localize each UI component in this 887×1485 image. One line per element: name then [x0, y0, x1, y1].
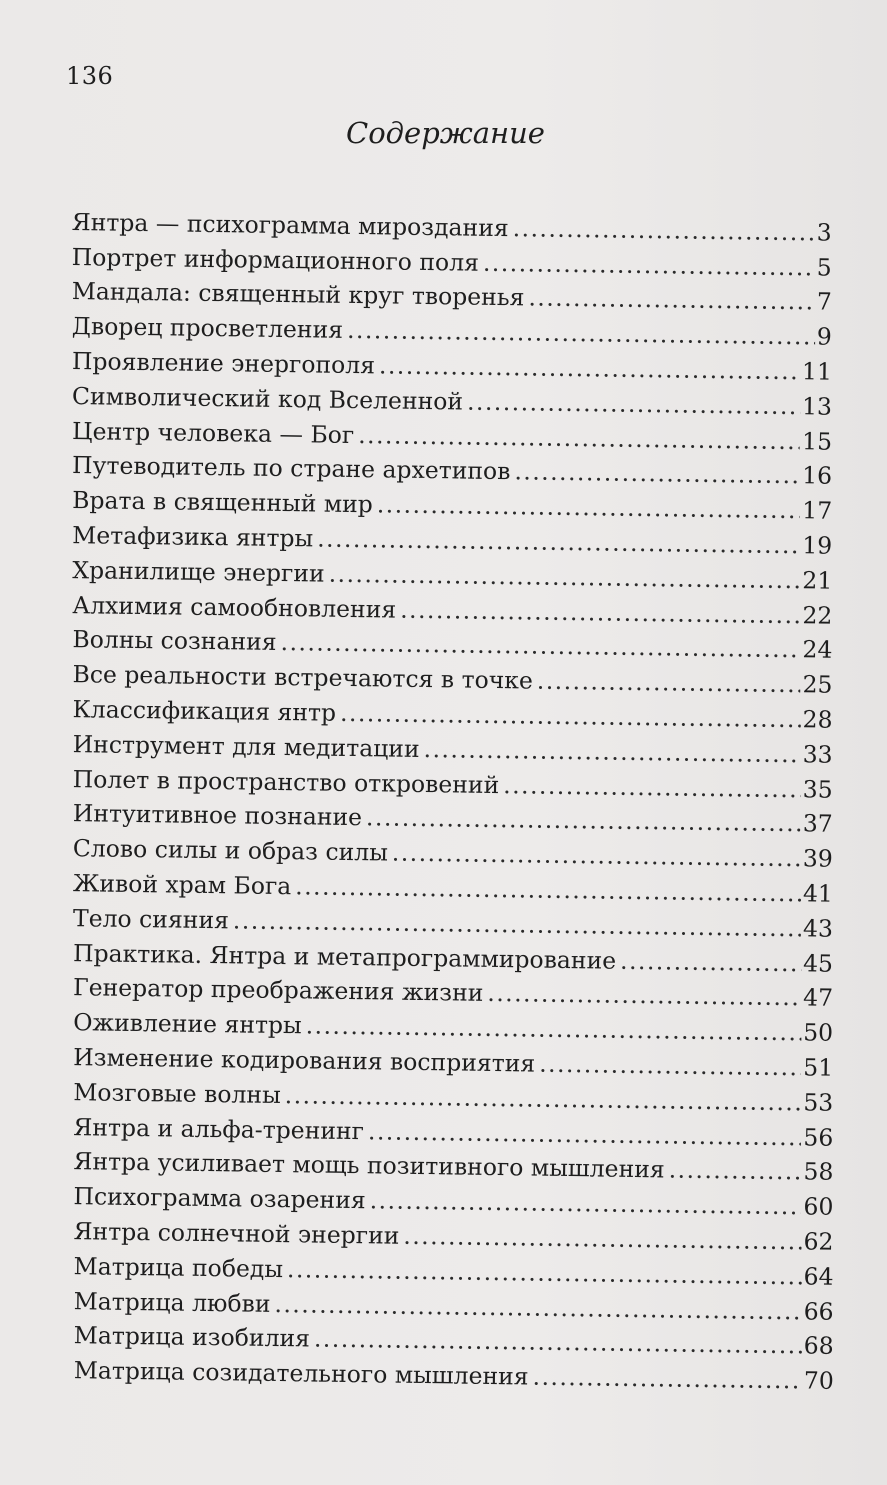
toc-entry-page: 58: [803, 1157, 834, 1187]
toc-entry-page: 64: [803, 1262, 834, 1291]
toc-entry-page: 21: [802, 566, 833, 595]
table-of-contents: [0, 201, 887, 1396]
dot-leader: [487, 978, 801, 1012]
toc-entry-title: Живой храм Бога: [72, 869, 292, 901]
toc-entry-page: 25: [802, 670, 833, 699]
toc-entry-title: Хранилище энергии: [72, 555, 325, 588]
toc-entry-title: Янтра — психограмма мироздания: [71, 207, 509, 242]
toc-entry-title: Янтра солнечной энергии: [73, 1217, 400, 1250]
toc-entry-title: Оживление янтры: [72, 1008, 302, 1040]
toc-entry-title: Генератор преображения жизни: [72, 973, 484, 1008]
toc-entry-page: 15: [801, 426, 833, 456]
toc-entry-page: 24: [802, 635, 833, 665]
toc-entry-page: 3: [816, 218, 832, 247]
dot-leader: [537, 666, 801, 700]
toc-entry-title: Центр человека — Бог: [71, 416, 355, 449]
toc-entry-title: Практика. Янтра и метапрограммирование: [72, 938, 617, 975]
toc-entry-title: Инструмент для медитации: [72, 729, 420, 763]
toc-entry-title: Янтра и альфа-тренинг: [73, 1112, 365, 1145]
dot-leader: [539, 1049, 801, 1083]
dot-leader: [620, 945, 801, 978]
toc-entry-page: 62: [803, 1227, 834, 1256]
toc-entry-title: Интуитивное познание: [72, 799, 363, 832]
toc-entry-title: Дворец просветления: [71, 312, 344, 345]
toc-entry-title: Матрица изобилия: [73, 1321, 311, 1353]
toc-entry-page: 50: [803, 1018, 834, 1047]
toc-entry-title: Мозговые волны: [73, 1077, 281, 1109]
toc-entry-page: 19: [802, 531, 833, 560]
toc-entry-page: 39: [802, 844, 833, 873]
toc-entry-page: 9: [816, 322, 833, 351]
dot-leader: [528, 283, 815, 317]
toc-entry-page: 41: [802, 879, 834, 908]
toc-entry-title: Классификация янтр: [72, 695, 337, 727]
page-title: Содержание: [346, 116, 545, 150]
toc-entry-page: 28: [802, 705, 833, 734]
toc-entry-page: 60: [803, 1192, 834, 1221]
dot-leader: [503, 770, 801, 804]
toc-entry-page: 47: [802, 983, 834, 1013]
toc-entry-title: Алхимия самообновления: [72, 590, 397, 624]
toc-entry-page: 35: [802, 774, 833, 804]
toc-entry-page: 45: [802, 948, 834, 978]
toc-entry-page: 16: [801, 461, 833, 491]
toc-entry-page: 66: [803, 1296, 834, 1326]
toc-entry-title: Метафизика янтры: [72, 521, 314, 553]
toc-entry-page: 7: [816, 287, 832, 317]
toc-entry-page: 11: [801, 357, 833, 386]
toc-entry-page: 56: [803, 1122, 834, 1152]
toc-entry-page: 13: [801, 392, 833, 421]
dot-leader: [532, 1362, 802, 1396]
toc-entry-page: 22: [802, 600, 833, 630]
toc-entry-title: Матрица любви: [73, 1286, 271, 1318]
toc-entry-page: 53: [803, 1088, 834, 1117]
toc-entry-title: Проявление энергополя: [71, 347, 376, 380]
toc-entry-title: Матрица созидательного мышления: [73, 1356, 529, 1391]
page-number: 136: [66, 62, 114, 90]
toc-entry-title: Символический код Вселенной: [71, 381, 464, 416]
dot-leader: [668, 1155, 801, 1187]
toc-entry-page: 5: [816, 253, 832, 282]
toc-entry-title: Тело сияния: [72, 903, 230, 935]
toc-entry-page: 51: [803, 1053, 834, 1082]
toc-entry-page: 37: [802, 809, 833, 839]
dot-leader: [467, 386, 800, 421]
toc-entry-page: 43: [802, 914, 834, 943]
toc-entry-title: Волны сознания: [72, 625, 277, 657]
toc-entry-title: Матрица победы: [73, 1251, 284, 1283]
toc-entry-page: 68: [803, 1331, 834, 1361]
dot-leader: [483, 247, 815, 282]
toc-entry-page: 33: [802, 740, 833, 769]
toc-entry-title: Все реальности встречаются в точке: [72, 660, 534, 695]
toc-entry-title: Янтра усиливает мощь позитивного мышления: [73, 1147, 665, 1184]
toc-entry-title: Путеводитель по стране архетипов: [71, 451, 511, 486]
toc-entry-title: Мандала: священный круг творенья: [71, 277, 525, 312]
toc-entry-title: Портрет информационного поля: [71, 242, 480, 277]
dot-leader: [512, 213, 814, 247]
toc-entry-page: 17: [802, 496, 833, 525]
toc-entry-title: Полет в пространство откровений: [72, 764, 500, 799]
toc-entry-title: Слово силы и образ силы: [72, 834, 389, 867]
dot-leader: [514, 457, 800, 491]
toc-entry-title: Врата в священный мир: [72, 486, 374, 519]
toc-entry-title: Изменение кодирования восприятия: [73, 1043, 536, 1078]
toc-entry-page: 70: [803, 1366, 834, 1395]
toc-entry-title: Психограмма озарения: [73, 1182, 366, 1215]
